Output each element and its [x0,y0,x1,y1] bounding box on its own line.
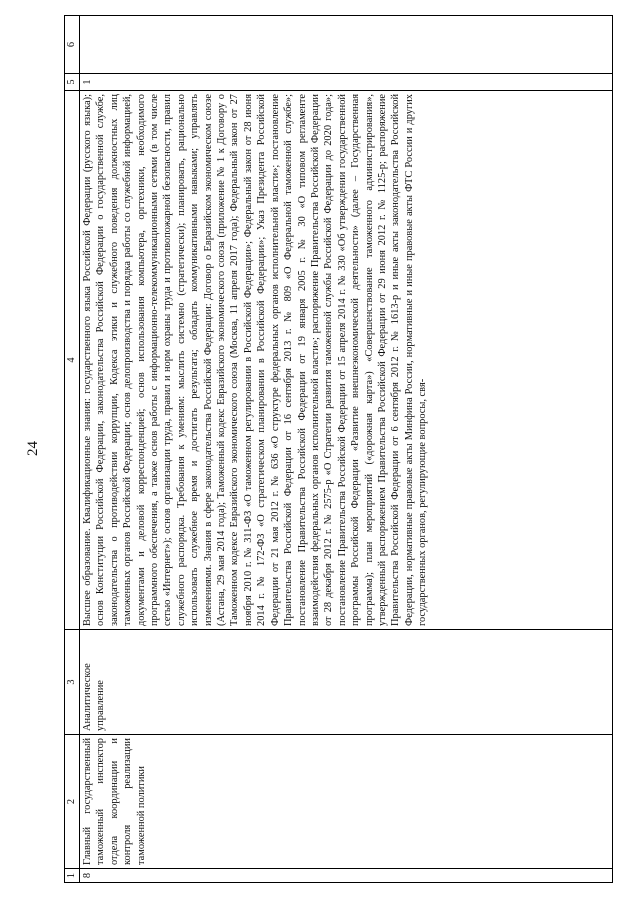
header-col-1: 1 [65,869,80,883]
table-row [80,16,613,883]
position-title: Главный государственный таможенный инспектор отдела координации и контроля реализации таможенной политики [80,735,613,869]
page-number: 24 [25,441,41,456]
department-name: Аналитическое управление [80,630,613,735]
table-header-row [65,16,80,883]
header-col-5: 5 [65,74,80,91]
row-number: 8 [80,869,613,883]
rotated-page-content [64,15,613,883]
col6-value [80,16,613,74]
col5-value: 1 [80,74,613,91]
header-col-6: 6 [65,16,80,74]
header-col-2: 2 [65,735,80,869]
header-col-3: 3 [65,630,80,735]
header-col-4: 4 [65,91,80,630]
requirements-text: Высшее образование. Квалификационные знания: государственного языка Российской Федерации (русского языка); основ Конституции Российской Федерации, законодательства Российской Федерации о государственной службе, законодательства о противодействии коррупции, Кодекса этики и служебного поведения должностных лиц таможенных органов Российской Федерации; основ делопроизводства и порядка работы со служебной информацией, документами и деловой корреспонденцией; основ использования компьютера, оргтехники, необходимого программного обеспечения, а также основ работы с информационно-телекоммуникационными сетями (в том числе сетью «Интернет»); основ организации труда, правил и норм охраны труда и противопожарной безопасности, правил служебного распорядка. Требования к умениям: мыслить системно (стратегически); планировать, рационально использовать служебное время и достигать результата; обладать коммуникативными навыками; управлять изменениями. Знания в сфере законодательства Российской Федерации: Договор о Евразийском экономическом союзе (Астана, 29 мая 2014 года); Таможенный кодекс Евразийского экономического союза (приложение № 1 к Договору о Таможенном кодексе Евразийского экономического союза (Москва, 11 апреля 2017 года); Федеральный закон от 27 ноября 2010 г. № 311-ФЗ «О таможенном регулировании в Российской Федерации»; Федеральный закон от 28 июня 2014 г. № 172-ФЗ «О стратегическом планировании в Российской Федерации»; Указ Президента Российской Федерации от 21 мая 2012 г. № 636 «О структуре федеральных органов исполнительной власти»; постановление Правительства Российской Федерации от 16 сентября 2013 г. № 809 «О Федеральной таможенной службе»; постановление Правительства Российской Федерации от 19 января 2005 г. № 30 «О типовом регламенте взаимодействия федеральных органов исполнительной власти»; распоряжение Правительства Российской Федерации от 28 декабря 2012 г. № 2575-р «О Стратегии развития таможенной службы Российской Федерации до 2020 года»; постановление Правительства Российской Федерации от 15 апреля 2014 г. № 330 «Об утверждении государственной программы Российской Федерации «Развитие внешнеэкономической деятельности» (далее – Государственная программа); план мероприятий («дорожная карта») «Совершенствование таможенного администрирования», утвержденный распоряжением Правительства Российской Федерации от 29 июня 2012 г. № 1125-р; распоряжение Правительства Российской Федерации от 6 сентября 2012 г. № 1613-р и иные акты законодательства Российской Федерации, нормативные правовые акты Минфина России, нормативные и иные правовые акты ФТС России и других государственных органов, регулирующие вопросы, свя- [80,91,613,630]
qualification-table [64,15,613,883]
